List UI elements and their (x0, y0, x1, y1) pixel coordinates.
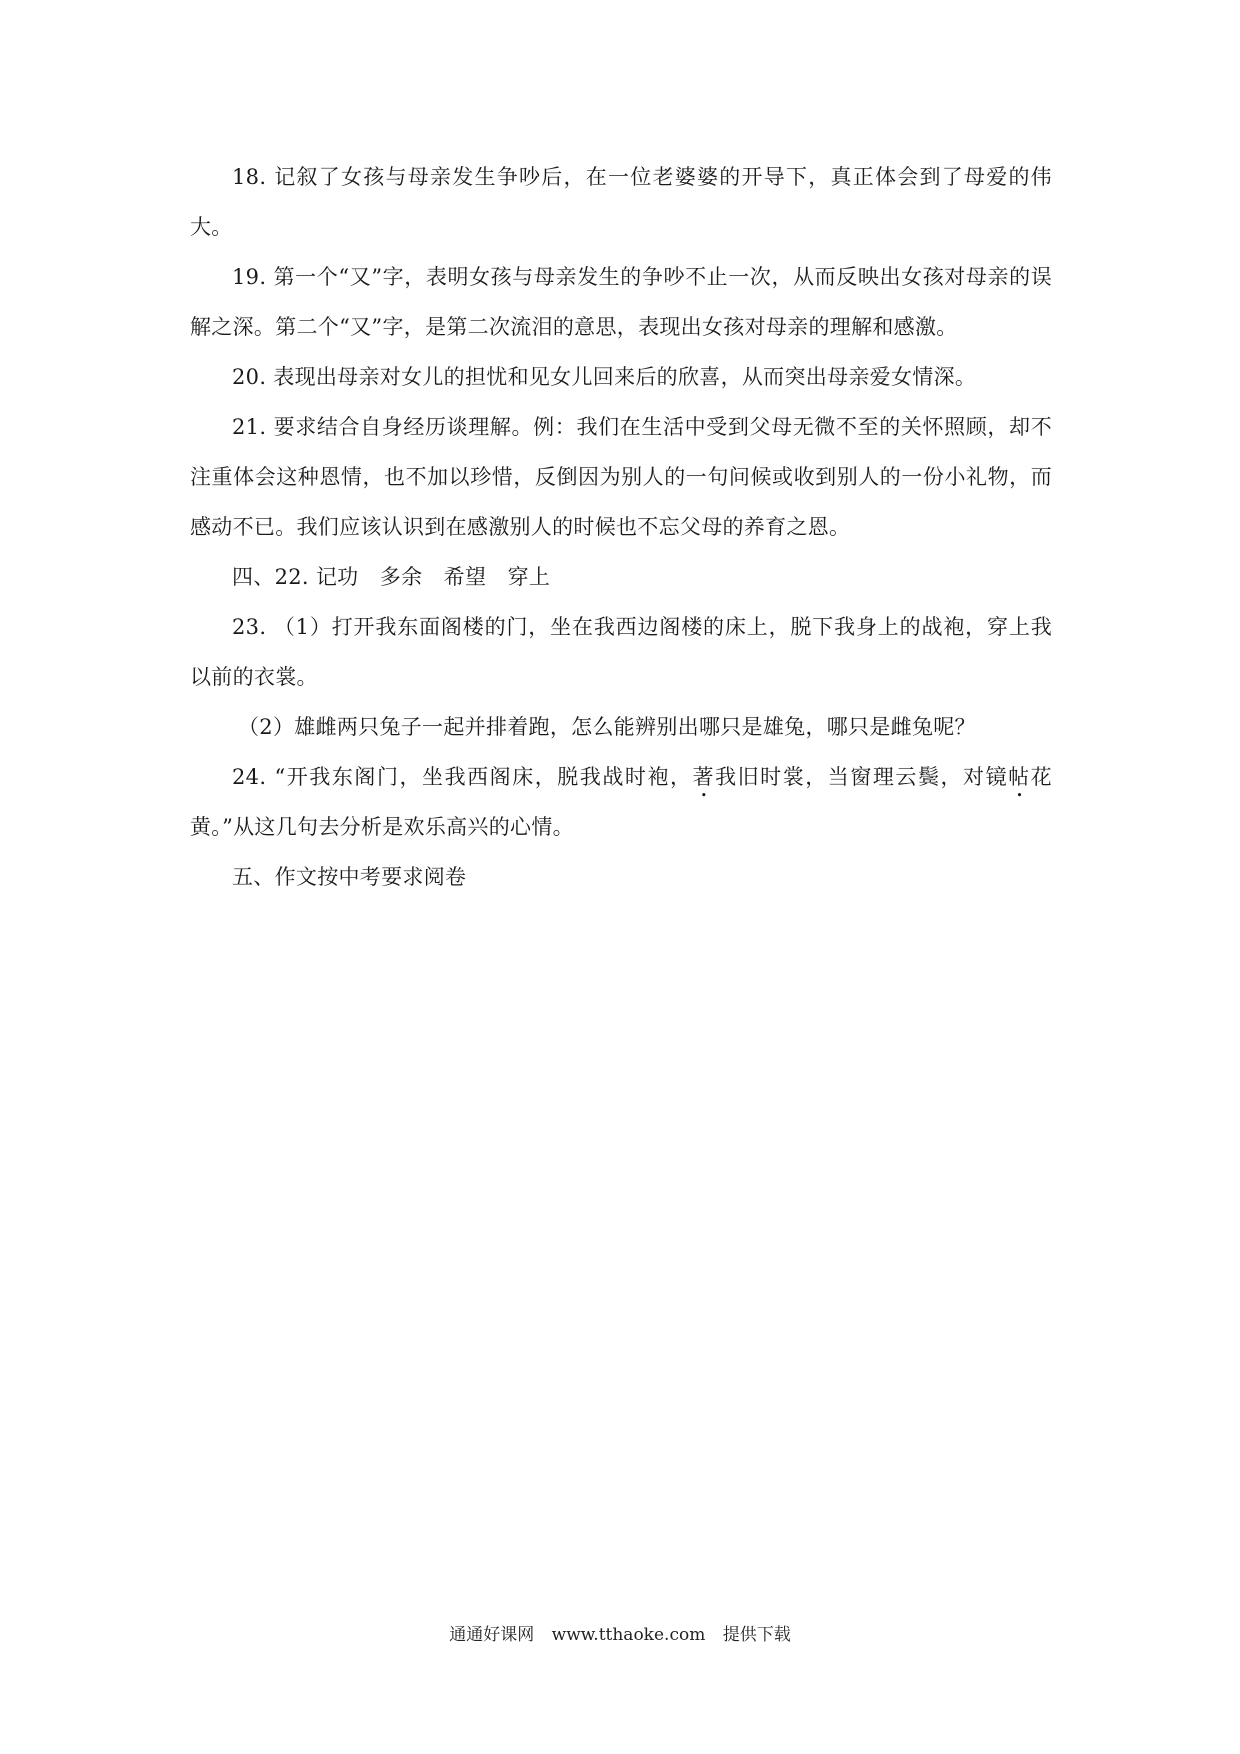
answer-19: 19. 第一个“又”字，表明女孩与母亲发生的争吵不止一次，从而反映出女孩对母亲的误解之深。第二个“又”字，是第二次流泪的意思，表现出女孩对母亲的理解和感激。 (190, 265, 1052, 339)
footer-suffix: 提供下载 (722, 1625, 791, 1645)
emphasized-char-zhuo: 著 (692, 765, 716, 789)
answer-18: 18. 记叙了女孩与母亲发生争吵后，在一位老婆婆的开导下，真正体会到了母爱的伟大。 (190, 165, 1052, 239)
footer-url[interactable]: www.tthaoke.com (551, 1625, 706, 1645)
answer-key-content (190, 152, 1052, 902)
answer-24 (190, 752, 1052, 852)
answer-24-text-c: 我旧时裳，当窗理云鬓，对镜 (715, 765, 1009, 789)
page-footer (0, 1620, 1240, 1645)
answer-essay: 五、作文按中考要求阅卷 (232, 865, 467, 889)
answer-20: 20. 表现出母亲对女儿的担忧和见女儿回来后的欣喜，从而突出母亲爱女情深。 (232, 365, 977, 389)
footer-site-name: 通通好课网 (449, 1625, 535, 1645)
answer-21: 21. 要求结合自身经历谈理解。例：我们在生活中受到父母无微不至的关怀照顾，却不注重体会这种恩情，也不加以珍惜，反倒因为别人的一句问候或收到别人的一份小礼物，而感动不已。我们应该认识到在感激别人的时候也不忘父母的养育之恩。 (190, 415, 1052, 539)
answer-23-part-2: （2）雄雌两只兔子一起并排着跑，怎么能辨别出哪只是雄兔，哪只是雌兔呢？ (238, 715, 976, 739)
answer-22: 四、22. 记功 多余 希望 穿上 (232, 565, 551, 589)
answer-23-part-1: 23. （1）打开我东面阁楼的门，坐在我西边阁楼的床上，脱下我身上的战袍，穿上我以前的衣裳。 (190, 615, 1052, 689)
emphasized-char-tie: 帖 (1008, 765, 1031, 789)
answer-24-text-e: 花黄。”从这几句去分析是欢乐高兴的心情。 (190, 765, 1052, 839)
answer-24-text-a: 24. “开我东阁门，坐我西阁床，脱我战时袍， (232, 765, 693, 789)
